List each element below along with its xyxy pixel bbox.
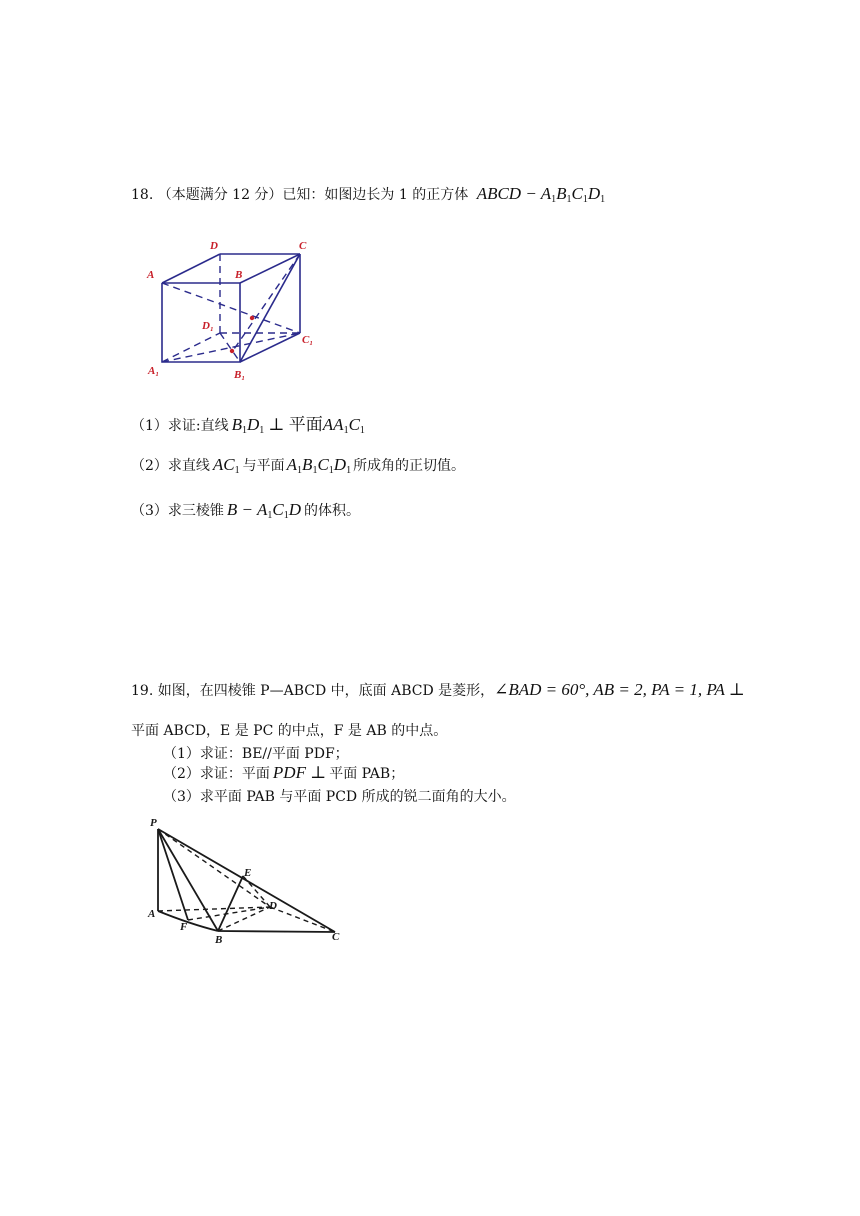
q18-part3: （3）求三棱锥 $B - A_1C_1D$ 的体积。 — [131, 500, 360, 521]
cube-label-a1: A₁ — [148, 365, 160, 377]
cube-figure — [140, 236, 330, 386]
cube-label-a: A — [147, 269, 155, 281]
q19-part3: （3）求平面 PAB 与平面 PCD 所成的锐二面角的大小。 — [163, 789, 516, 805]
q18-lead: 18. （本题满分 12 分）已知：如图边长为 1 的正方体 — [131, 187, 469, 203]
pyramid-label-f: F — [180, 921, 188, 933]
cube-label-b: B — [235, 269, 243, 281]
pyramid-label-p: P — [150, 817, 157, 829]
pyramid-label-d: D — [269, 900, 277, 912]
q18-part2-math2: $A_1B_1C_1D_1$ — [286, 455, 352, 476]
q18-part2: （2）求直线 $AC_1$ 与平面 $A_1B_1C_1D_1$ 所成角的正切值。 — [131, 455, 466, 476]
pyramid-label-c: C — [332, 931, 340, 943]
cube-center-dot — [250, 316, 254, 320]
cube-label-c1: C₁ — [302, 334, 314, 346]
pyramid-label-e: E — [244, 867, 252, 879]
q19-line2: 平面 ABCD，E 是 PC 的中点，F 是 AB 的中点。 — [131, 723, 448, 739]
q19-heading: 19. 如图，在四棱锥 P—ABCD 中，底面 ABCD 是菱形，∠BAD = 60°, AB = 2, PA = 1, PA ⊥ — [131, 680, 745, 699]
cube-label-c: C — [299, 240, 307, 252]
q18-cube-name: ABCD − $A_1B_1C_1D_1$ — [476, 184, 606, 205]
pyramid-label-b: B — [215, 934, 223, 946]
q19-part2-math: PDF ⊥ — [272, 763, 327, 782]
cube-label-d1: D₁ — [202, 320, 214, 332]
q19-part1: （1）求证：BE//平面 PDF； — [163, 746, 349, 762]
q19-conditions: ∠BAD = 60°, AB = 2, PA = 1, PA ⊥ — [494, 680, 745, 699]
cube-bottom-dot — [230, 349, 234, 353]
q19-part2: （2）求证：平面 PDF ⊥ 平面 PAB； — [163, 763, 405, 782]
q18-part2-math1: $AC_1$ — [212, 455, 240, 476]
pyramid-figure — [140, 815, 350, 950]
q18-heading — [131, 184, 605, 205]
q18-part1-math: $B_1D_1$ ⊥ 平面$AA_1C_1$ — [231, 415, 365, 436]
pyramid-label-a: A — [148, 908, 156, 920]
q18-part3-math: $B - A_1C_1D$ — [226, 500, 301, 521]
cube-label-b1: B₁ — [234, 369, 246, 381]
cube-label-d: D — [210, 240, 218, 252]
q18-part1: （1）求证:直线 $B_1D_1$ ⊥ 平面$AA_1C_1$ — [131, 415, 365, 436]
